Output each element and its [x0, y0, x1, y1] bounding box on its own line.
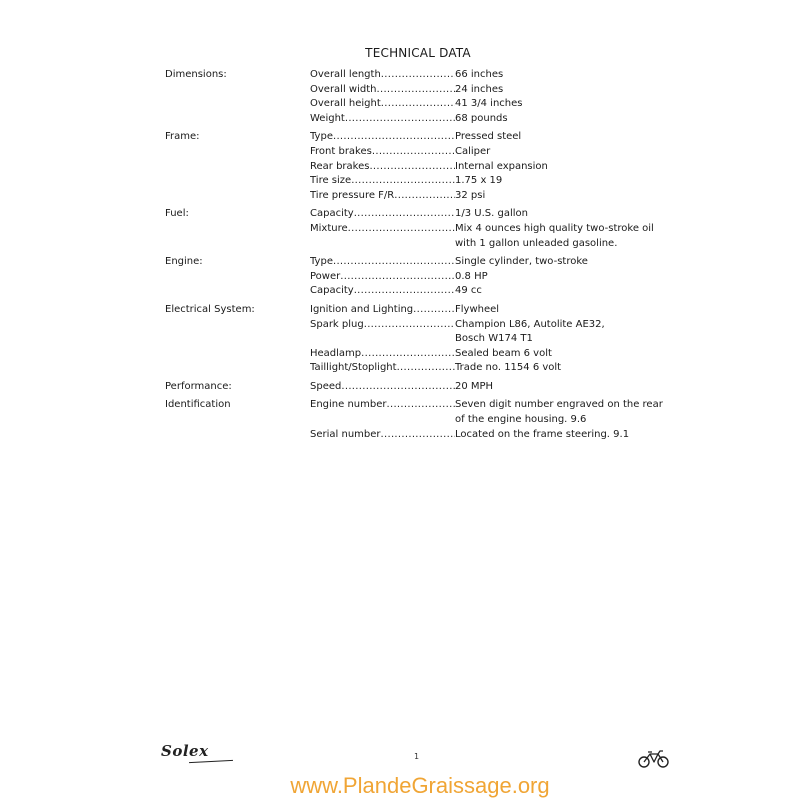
spec-value — [455, 189, 655, 204]
section-label: Dimensions: — [165, 69, 227, 80]
spec-value — [455, 255, 655, 270]
spec-value-line: Seven digit number engraved on the rear — [455, 399, 663, 411]
spec-key-text: Power — [310, 270, 341, 282]
spec-section — [165, 255, 665, 299]
spec-value-line: Sealed beam 6 volt — [455, 347, 552, 359]
spec-row — [310, 303, 655, 318]
spec-key-text: Type — [310, 131, 333, 143]
section-rows — [310, 68, 655, 126]
spec-key — [310, 145, 455, 160]
spec-row — [310, 174, 655, 189]
spec-key-text: Overall length — [310, 69, 381, 80]
spec-value — [455, 207, 655, 222]
spec-table — [165, 68, 665, 446]
spec-section — [165, 68, 665, 126]
spec-value-line: Internal expansion — [455, 160, 548, 172]
spec-row — [310, 398, 663, 427]
page-number: 1 — [414, 752, 420, 761]
spec-section — [165, 130, 665, 203]
spec-value-line: Single cylinder, two-stroke — [455, 256, 588, 268]
spec-key-text: Spark plug — [310, 318, 364, 330]
spec-section — [165, 207, 665, 251]
spec-row — [310, 130, 655, 145]
spec-key-text: Rear brakes — [310, 160, 370, 172]
spec-section — [165, 398, 665, 442]
spec-row — [310, 68, 655, 83]
spec-key — [310, 222, 455, 251]
spec-key-text: Serial number — [310, 428, 381, 440]
spec-value — [455, 284, 655, 299]
spec-value — [455, 428, 655, 443]
spec-value-line: 32 psi — [455, 189, 486, 201]
spec-key — [310, 130, 455, 145]
section-label: Performance: — [165, 380, 232, 392]
spec-value-line: 66 inches — [455, 69, 504, 80]
spec-value-line: Bosch W174 T1 — [455, 333, 533, 345]
section-rows — [310, 303, 655, 376]
spec-value — [455, 145, 655, 160]
section-label: Identification — [165, 399, 231, 411]
spec-row — [310, 145, 655, 160]
spec-value — [455, 112, 655, 127]
spec-value — [455, 68, 655, 83]
spec-row — [310, 83, 655, 98]
spec-key-text: Speed — [310, 380, 342, 392]
spec-key — [310, 97, 455, 112]
spec-row — [310, 347, 655, 362]
spec-key-text: Tire size — [310, 175, 352, 187]
spec-key — [310, 318, 455, 347]
spec-row — [310, 380, 655, 395]
spec-key-text: Engine number — [310, 399, 387, 411]
spec-key-text: Headlamp — [310, 347, 362, 359]
spec-value-line: Champion L86, Autolite AE32, — [455, 318, 605, 330]
spec-key — [310, 68, 455, 83]
spec-row — [310, 255, 655, 270]
spec-value — [455, 160, 655, 175]
section-rows — [310, 130, 655, 203]
spec-key — [310, 361, 455, 376]
spec-value — [455, 380, 655, 395]
spec-key-text: Weight — [310, 112, 345, 124]
spec-key-text: Ignition and Lighting — [310, 303, 414, 315]
spec-value — [455, 174, 655, 189]
spec-value-line: Caliper — [455, 145, 491, 157]
spec-value — [455, 222, 655, 251]
spec-value-line: Located on the frame steering. 9.1 — [455, 428, 630, 440]
spec-section — [165, 303, 665, 376]
section-label: Frame: — [165, 131, 200, 143]
spec-value-line: Flywheel — [455, 303, 500, 315]
section-label: Engine: — [165, 256, 203, 268]
spec-value-line: 68 pounds — [455, 112, 508, 124]
spec-value — [455, 361, 655, 376]
solex-logo: Solex — [161, 742, 209, 760]
section-rows — [310, 380, 655, 395]
spec-row — [310, 361, 655, 376]
bicycle-icon — [637, 749, 671, 773]
section-label: Fuel: — [165, 208, 189, 220]
spec-key-text: Tire pressure F/R — [310, 189, 395, 201]
spec-key-text: Overall height — [310, 98, 381, 110]
spec-value — [455, 398, 663, 427]
logo-underline — [189, 760, 233, 763]
spec-value-line: 41 3/4 inches — [455, 98, 523, 110]
spec-key — [310, 270, 455, 285]
spec-key-text: Taillight/Stoplight — [310, 362, 397, 374]
section-label: Electrical System: — [165, 303, 255, 315]
spec-value — [455, 318, 655, 347]
spec-key — [310, 112, 455, 127]
spec-key — [310, 347, 455, 362]
spec-value-line: of the engine housing. 9.6 — [455, 414, 587, 426]
spec-key — [310, 380, 455, 395]
spec-key — [310, 83, 455, 98]
spec-value — [455, 130, 655, 145]
spec-row — [310, 160, 655, 175]
spec-value-line: Pressed steel — [455, 131, 522, 143]
spec-row — [310, 222, 655, 251]
spec-value — [455, 303, 655, 318]
spec-value-line: 0.8 HP — [455, 270, 488, 282]
spec-row — [310, 270, 655, 285]
spec-value-line: 24 inches — [455, 83, 504, 95]
spec-key — [310, 303, 455, 318]
spec-key-text: Capacity — [310, 285, 354, 297]
spec-value — [455, 270, 655, 285]
section-rows — [310, 255, 655, 299]
spec-key — [310, 398, 455, 427]
section-rows — [310, 398, 663, 442]
spec-value-line: 1.75 x 19 — [455, 175, 503, 187]
spec-key-text: Capacity — [310, 208, 354, 220]
spec-row — [310, 318, 655, 347]
spec-value-line: 20 MPH — [455, 380, 494, 392]
spec-value-line: 1/3 U.S. gallon — [455, 208, 528, 220]
spec-key — [310, 284, 455, 299]
spec-key-text: Type — [310, 256, 333, 268]
spec-key-text: Front brakes — [310, 145, 372, 157]
spec-value-line: with 1 gallon unleaded gasoline. — [455, 237, 618, 249]
spec-key — [310, 207, 455, 222]
spec-key — [310, 189, 455, 204]
spec-value-line: Mix 4 ounces high quality two-stroke oil — [455, 222, 654, 234]
spec-key — [310, 255, 455, 270]
spec-key — [310, 174, 455, 189]
spec-row — [310, 207, 655, 222]
spec-value — [455, 347, 655, 362]
page-title: TECHNICAL DATA — [365, 46, 471, 60]
spec-value — [455, 83, 655, 98]
spec-key-text: Mixture — [310, 222, 348, 234]
spec-row — [310, 97, 655, 112]
spec-key-text: Overall width — [310, 83, 377, 95]
spec-value — [455, 97, 655, 112]
spec-row — [310, 189, 655, 204]
spec-row — [310, 112, 655, 127]
spec-key — [310, 160, 455, 175]
spec-value-line: Trade no. 1154 6 volt — [455, 362, 562, 374]
spec-section — [165, 380, 665, 395]
spec-row — [310, 428, 655, 443]
spec-row — [310, 284, 655, 299]
spec-key — [310, 428, 455, 443]
section-rows — [310, 207, 655, 251]
spec-value-line: 49 cc — [455, 285, 482, 297]
website-url[interactable]: www.PlandeGraissage.org — [290, 773, 550, 798]
